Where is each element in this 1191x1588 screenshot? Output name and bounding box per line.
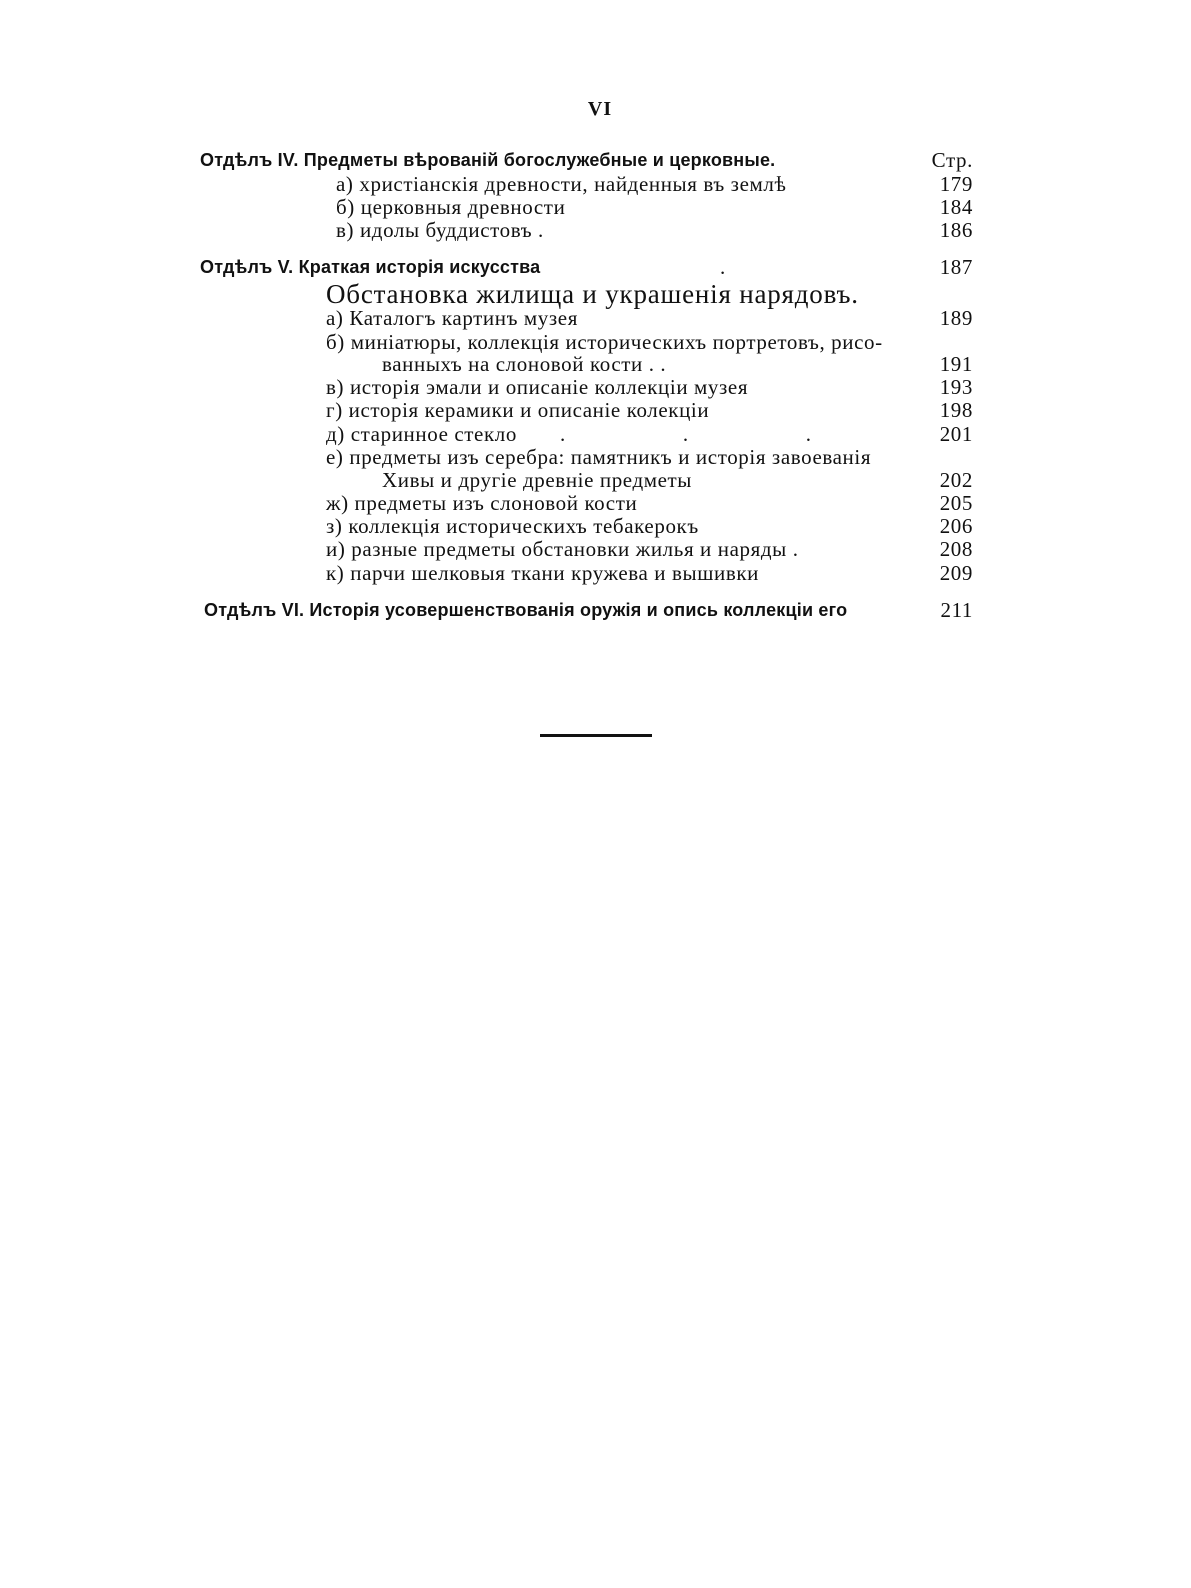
subheading: Обстановка жилища и украшенія нарядовъ. <box>326 279 859 309</box>
section-title: Отдѣлъ VI. Исторія усовершенствованія оружія и опись коллекціи его <box>204 600 848 620</box>
toc-item-page: 208 <box>939 537 973 561</box>
section-title: Отдѣлъ V. Краткая исторія искусства <box>200 257 541 277</box>
toc-item-label-cont: Хивы и другіе древніе предметы <box>382 468 693 492</box>
toc-item-label: в) исторія эмали и описаніе коллекціи музея <box>326 375 749 399</box>
toc-item-page: 198 <box>939 398 973 422</box>
toc-item <box>0 330 1191 354</box>
toc-item <box>0 306 1191 330</box>
toc-item <box>0 537 1191 561</box>
toc-item-continuation <box>0 468 1191 492</box>
toc-item <box>0 195 1191 219</box>
toc-item-label: б) миніатюры, коллекція историческихъ портретовъ, рисо- <box>326 330 883 354</box>
section-title: Отдѣлъ IV. Предметы вѣрованій богослужебные и церковные. <box>200 150 776 170</box>
toc-item <box>0 375 1191 399</box>
toc-item-page: 202 <box>939 468 973 492</box>
dot-leader: . <box>720 255 726 279</box>
toc-item-label: ж) предметы изъ слоновой кости <box>326 491 638 515</box>
toc-item-page: 206 <box>939 514 973 538</box>
section-page: 187 <box>939 255 973 279</box>
toc-item <box>0 218 1191 242</box>
page-column-label: Стр. <box>931 148 973 172</box>
toc-item-label: а) христіанскія древности, найденныя въ землѣ <box>336 172 787 196</box>
toc-item-label: з) коллекція историческихъ тебакерокъ <box>326 514 699 538</box>
end-rule <box>540 734 652 737</box>
toc-item-page: 184 <box>939 195 973 219</box>
toc-item-page: 209 <box>939 561 973 585</box>
toc-item <box>0 561 1191 585</box>
toc-item-label: к) парчи шелковыя ткани кружева и вышивки <box>326 561 759 585</box>
toc-item-page: 205 <box>939 491 973 515</box>
toc-item <box>0 422 1191 446</box>
toc-item-page: 189 <box>939 306 973 330</box>
toc-item-continuation <box>0 352 1191 376</box>
toc-item-label: и) разные предметы обстановки жилья и наряды . <box>326 537 799 561</box>
dot-leader: . . . <box>560 422 812 446</box>
toc-item-label: а) Каталогъ картинъ музея <box>326 306 578 330</box>
toc-item-label: е) предметы изъ серебра: памятникъ и исторія завоеванія <box>326 445 872 469</box>
section-iv-heading <box>0 148 1191 172</box>
section-page: 211 <box>940 598 973 622</box>
toc-item-label: д) старинное стекло <box>326 422 517 446</box>
toc-item-page: 201 <box>939 422 973 446</box>
toc-item-page: 193 <box>939 375 973 399</box>
section-v-heading <box>0 255 1191 279</box>
page-number: VI <box>587 98 613 120</box>
toc-item <box>0 514 1191 538</box>
toc-item-label: в) идолы буддистовъ . <box>336 218 544 242</box>
toc-item-page: 186 <box>939 218 973 242</box>
toc-item <box>0 491 1191 515</box>
toc-item-label: г) исторія керамики и описаніе колекціи <box>326 398 710 422</box>
toc-item-page: 191 <box>939 352 973 376</box>
toc-item-label: б) церковныя древности <box>336 195 566 219</box>
toc-item-page: 179 <box>939 172 973 196</box>
section-vi-heading <box>0 598 1191 622</box>
toc-item <box>0 172 1191 196</box>
toc-item <box>0 445 1191 469</box>
toc-item-label-cont: ванныхъ на слоновой кости . . <box>382 352 667 376</box>
toc-item <box>0 398 1191 422</box>
